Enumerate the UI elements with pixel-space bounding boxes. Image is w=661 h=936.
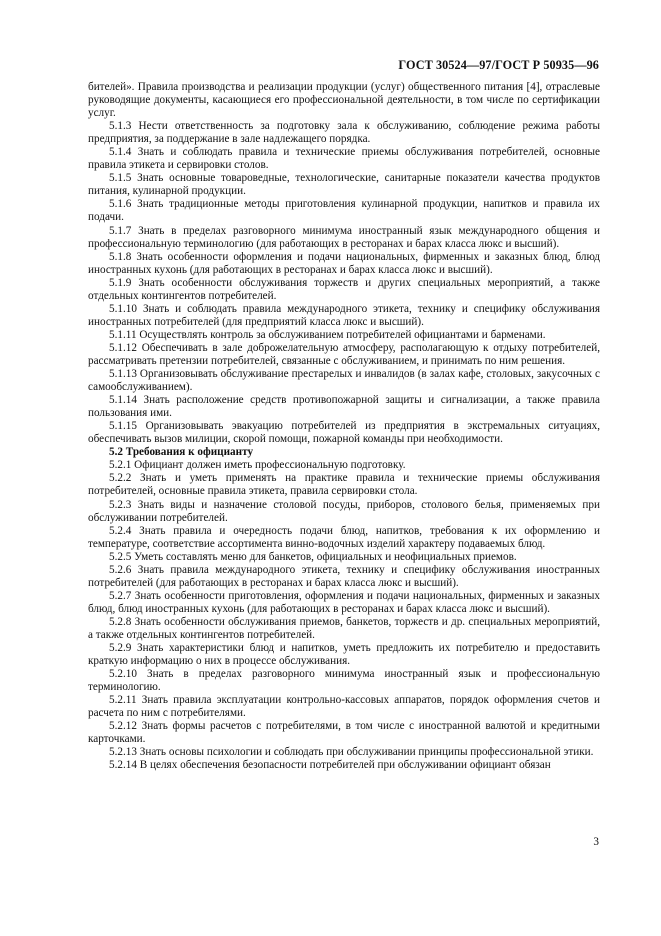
- clause-paragraph: 5.2.9 Знать характеристики блюд и напитков, уметь предложить их потребителю и предоставить краткую информацию о них в процессе обслуживания.: [88, 642, 600, 668]
- clause-paragraph: 5.2.4 Знать правила и очередность подачи блюд, напитков, требования к их оформлению и температуре, соответствие ассортимента винно-водочных изделий характеру подаваемых блюд.: [88, 524, 600, 550]
- clause-paragraph: 5.1.12 Обеспечивать в зале доброжелательную атмосферу, располагающую к отдыху потребителей, рассматривать претензии потребителей, связанные с обслуживанием, и принимать по ним решения.: [88, 341, 600, 367]
- clause-paragraph: 5.2.3 Знать виды и назначение столовой посуды, приборов, столового белья, применяемых при обслуживании потребителей.: [88, 498, 600, 524]
- clause-paragraph: 5.1.13 Организовывать обслуживание престарелых и инвалидов (в залах кафе, столовых, закусочных с самообслуживанием).: [88, 368, 600, 394]
- clause-paragraph: 5.1.6 Знать традиционные методы приготовления кулинарной продукции, напитков и правила их подачи.: [88, 198, 600, 224]
- clause-paragraph: 5.2.10 Знать в пределах разговорного минимума иностранный язык и профессиональную терминологию.: [88, 668, 600, 694]
- section-heading: 5.2 Требования к официанту: [109, 446, 254, 459]
- clause-paragraph: 5.2.1 Официант должен иметь профессиональную подготовку.: [109, 459, 406, 472]
- clause-paragraph: 5.2.8 Знать особенности обслуживания приемов, банкетов, торжеств и др. специальных мероприятий, а также отдельных контингентов потребителей.: [88, 615, 600, 641]
- clause-paragraph: 5.1.15 Организовывать эвакуацию потребителей из предприятия в экстремальных ситуациях, обеспечивать вызов милиции, скорой помощи, пожарной команды при необходимости.: [88, 420, 600, 446]
- clause-paragraph: 5.1.10 Знать и соблюдать правила международного этикета, технику и специфику обслуживания иностранных потребителей (для предприятий класса люкс и высший).: [88, 302, 600, 328]
- clause-paragraph: 5.1.9 Знать особенности обслуживания торжеств и других специальных мероприятий, а также отдельных контингентов потребителей.: [88, 276, 600, 302]
- clause-paragraph: 5.1.7 Знать в пределах разговорного минимума иностранный язык международного общения и профессиональную терминологию (для работающих в ресторанах и барах класса люкс и высший).: [88, 224, 600, 250]
- clause-paragraph: 5.2.6 Знать правила международного этикета, технику и специфику обслуживания иностранных потребителей (для работающих в ресторанах и барах класса люкс и высший).: [88, 563, 600, 589]
- clause-paragraph: 5.2.14 В целях обеспечения безопасности потребителей при обслуживании официант обязан: [109, 759, 551, 772]
- clause-paragraph: 5.1.3 Нести ответственность за подготовку зала к обслуживанию, соблюдение режима работы предприятия, за поддержание в зале надлежащего порядка.: [88, 120, 600, 146]
- clause-paragraph: 5.2.2 Знать и уметь применять на практике правила и технические приемы обслуживания потребителей, основные правила этикета, правила сервировки стола.: [88, 472, 600, 498]
- clause-paragraph: 5.1.4 Знать и соблюдать правила и технические приемы обслуживания потребителей, основные правила этикета и сервировки столов.: [88, 146, 600, 172]
- clause-paragraph: 5.2.13 Знать основы психологии и соблюдать при обслуживании принципы профессиональной этики.: [109, 746, 594, 759]
- document-code-header: ГОСТ 30524—97/ГОСТ Р 50935—96: [398, 58, 599, 72]
- clause-paragraph: 5.2.12 Знать формы расчетов с потребителями, в том числе с иностранной валютой и кредитными карточками.: [88, 720, 600, 746]
- clause-paragraph: 5.2.5 Уметь составлять меню для банкетов, официальных и неофициальных приемов.: [109, 550, 517, 563]
- clause-paragraph: 5.1.8 Знать особенности оформления и подачи национальных, фирменных и заказных блюд, блюд иностранных кухонь (для работающих в ресторанах и барах класса люкс и высший).: [88, 250, 600, 276]
- continuation-paragraph: бителей». Правила производства и реализации продукции (услуг) общественного питания [4], отраслевые руководящие документы, касающиеся его профессиональной деятельности, в том числе по сертификации услуг.: [88, 81, 600, 120]
- clause-paragraph: 5.2.7 Знать особенности приготовления, оформления и подачи национальных, фирменных и заказных блюд, блюд иностранных кухонь (для работающих в ресторанах и барах класса люкс и высший).: [88, 589, 600, 615]
- page-number: 3: [593, 836, 599, 848]
- clause-paragraph: 5.1.14 Знать расположение средств противопожарной защиты и сигнализации, а также правила пользования ими.: [88, 394, 600, 420]
- clause-paragraph: 5.2.11 Знать правила эксплуатации контрольно-кассовых аппаратов, порядок оформления счетов и расчета по ним с потребителями.: [88, 694, 600, 720]
- document-body: [88, 81, 600, 772]
- clause-paragraph: 5.1.5 Знать основные товароведные, технологические, санитарные показатели качества продуктов питания, кулинарной продукции.: [88, 172, 600, 198]
- clause-paragraph: 5.1.11 Осуществлять контроль за обслуживанием потребителей официантами и барменами.: [109, 328, 546, 341]
